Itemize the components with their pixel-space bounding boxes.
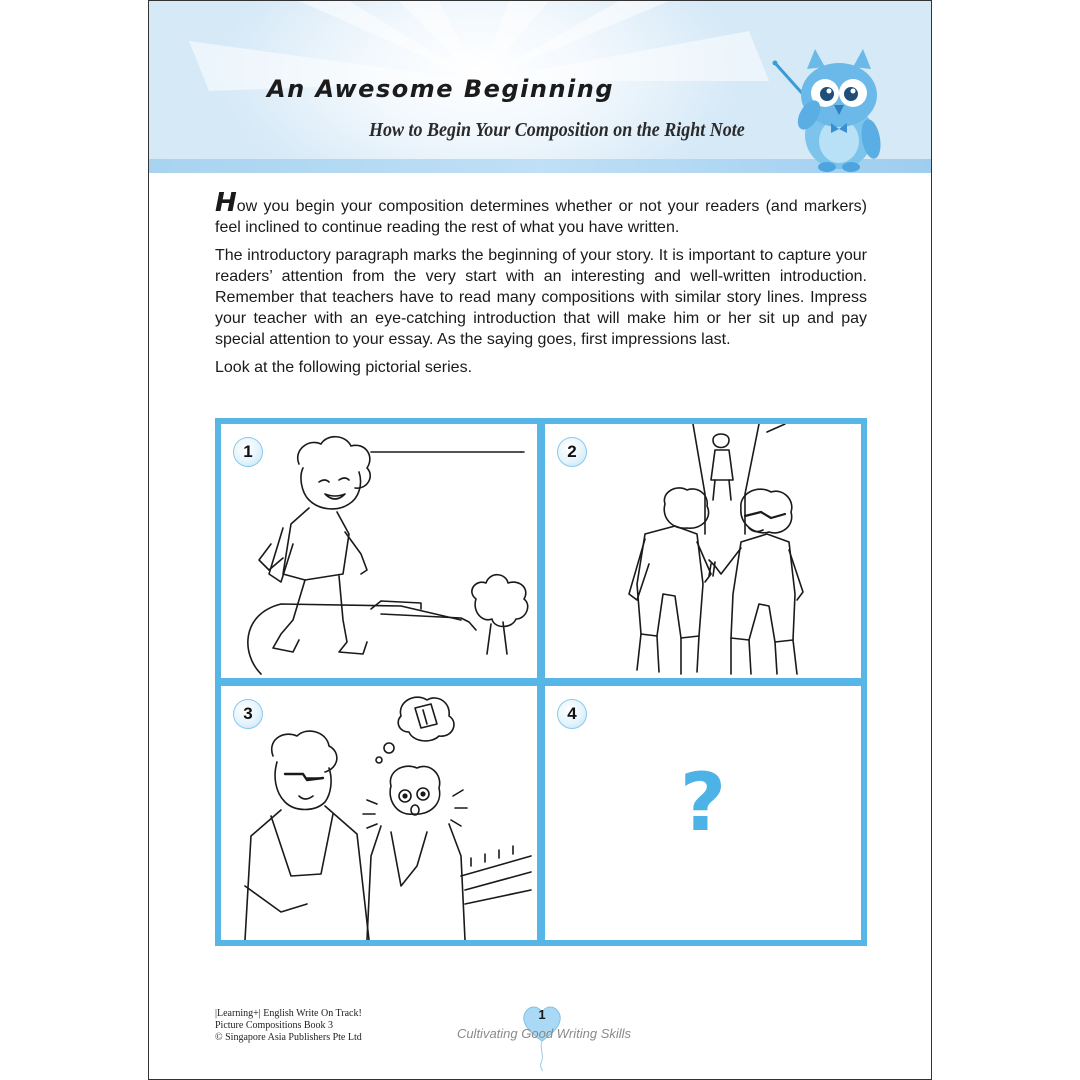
owl-with-pointer-icon: [771, 43, 891, 173]
panel-1: [219, 422, 539, 680]
panel-2: [543, 422, 863, 680]
panel-number-badge: 4: [557, 699, 587, 729]
page-number: 1: [538, 1007, 546, 1022]
boy-walking-to-school-illustration: [221, 424, 537, 678]
panel-number-badge: 2: [557, 437, 587, 467]
footer-series-name: |Learning+| English Write On Track!: [215, 1008, 362, 1019]
panel-number-badge: 3: [233, 699, 263, 729]
workbook-page: [148, 0, 932, 1080]
paragraph-2: The introductory paragraph marks the beginning of your story. It is important to capture your readers’ attention from the very start with an interesting and well-written introduction. Remember that teachers have to read many compositions with similar story lines. Impress your teacher with an eye-catching introduction that will make him or her sit up and pay special attention to your essay. As the saying goes, first impressions last.: [215, 247, 867, 348]
footer-copyright: © Singapore Asia Publishers Pte Ltd: [215, 1032, 362, 1043]
paragraph-1-text: ow you begin your composition determines whether or not your readers (and markers) feel inclined to continue reading the rest of what you have written.: [215, 198, 867, 236]
paragraph-3: Look at the following pictorial series.: [215, 359, 473, 376]
question-mark-icon: ?: [679, 756, 727, 849]
bully-threatening-boy-illustration: [221, 686, 537, 940]
footer-tagline: Cultivating Good Writing Skills: [456, 1026, 632, 1041]
footer-credits: [215, 1008, 362, 1044]
two-boys-in-alley-illustration: [545, 424, 861, 678]
intro-text: [215, 188, 867, 385]
page-subtitle: How to Begin Your Composition on the Right Note: [369, 119, 745, 141]
page-header: [149, 1, 931, 173]
pictorial-series: [215, 418, 867, 946]
panel-4: [543, 684, 863, 942]
panel-number-badge: 1: [233, 437, 263, 467]
page-title: An Awesome Beginning: [267, 75, 615, 103]
paragraph-1: [215, 188, 867, 238]
drop-cap: H: [215, 188, 237, 218]
footer-book-title: Picture Compositions Book 3: [215, 1020, 334, 1031]
panel-3: [219, 684, 539, 942]
